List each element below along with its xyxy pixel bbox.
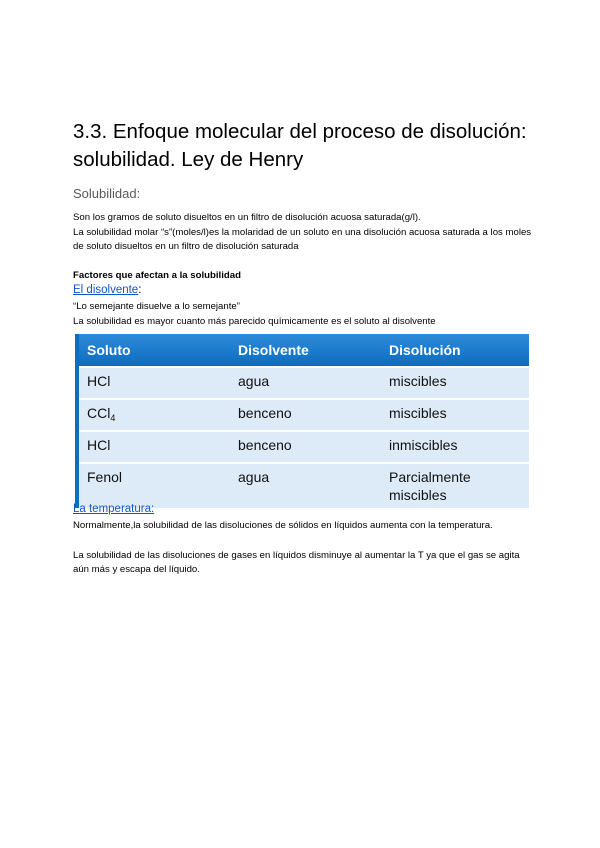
temperature-link[interactable]: La temperatura: [73, 503, 155, 515]
paragraph-molar-solubility: La solubilidad molar “s”(moles/l)es la molaridad de un soluto en una disolución acuosa saturada a los moles de soluto disueltos en un filtro de disolución saturada [73, 227, 532, 252]
table-row [77, 367, 529, 399]
table-cell: miscibles [381, 399, 529, 431]
factors-heading: Factores que afectan a la solubilidad [73, 270, 241, 281]
table-cell: Parcialmente miscibles [381, 463, 529, 508]
table-cell [77, 399, 230, 431]
formula-ccl: CCl [87, 405, 111, 421]
table-row [77, 463, 529, 508]
section-subtitle: Solubilidad: [73, 186, 141, 201]
table-cell: benceno [230, 399, 381, 431]
table-cell: inmiscibles [381, 431, 529, 463]
quote-text: “Lo semejante disuelve a lo semejante” [73, 301, 240, 312]
table-cell: agua [230, 367, 381, 399]
header-soluto: Soluto [77, 334, 230, 367]
paragraph-solids: Normalmente,la solubilidad de las disoluciones de sólidos en líquidos aumenta con la temperatura. [73, 520, 493, 531]
table-cell: miscibles [381, 367, 529, 399]
header-disolvente: Disolvente [230, 334, 381, 367]
table-cell: Fenol [77, 463, 230, 508]
table-cell: HCl [77, 367, 230, 399]
table-cell: benceno [230, 431, 381, 463]
page-title: 3.3. Enfoque molecular del proceso de disolución: solubilidad. Ley de Henry [73, 120, 527, 171]
solvent-link-line [73, 284, 141, 296]
formula-subscript: 4 [110, 413, 116, 423]
header-disolucion: Disolución [381, 334, 529, 367]
paragraph-gases: La solubilidad de las disoluciones de gases en líquidos disminuye al aumentar la T ya que el gas se agita aún más y escapa del líquido. [73, 550, 520, 575]
solubility-table [75, 334, 529, 508]
table-header-row [77, 334, 529, 367]
paragraph-similarity: La solubilidad es mayor cuanto más parecido químicamente es el soluto al disolvente [73, 316, 436, 327]
table-row [77, 431, 529, 463]
table-cell: HCl [77, 431, 230, 463]
solvent-link[interactable]: El disolvente [73, 284, 139, 296]
table-cell: agua [230, 463, 381, 508]
paragraph-definition: Son los gramos de soluto disueltos en un filtro de disolución acuosa saturada(g/l). [73, 212, 421, 223]
table-row [77, 399, 529, 431]
solvent-colon: : [138, 284, 142, 296]
